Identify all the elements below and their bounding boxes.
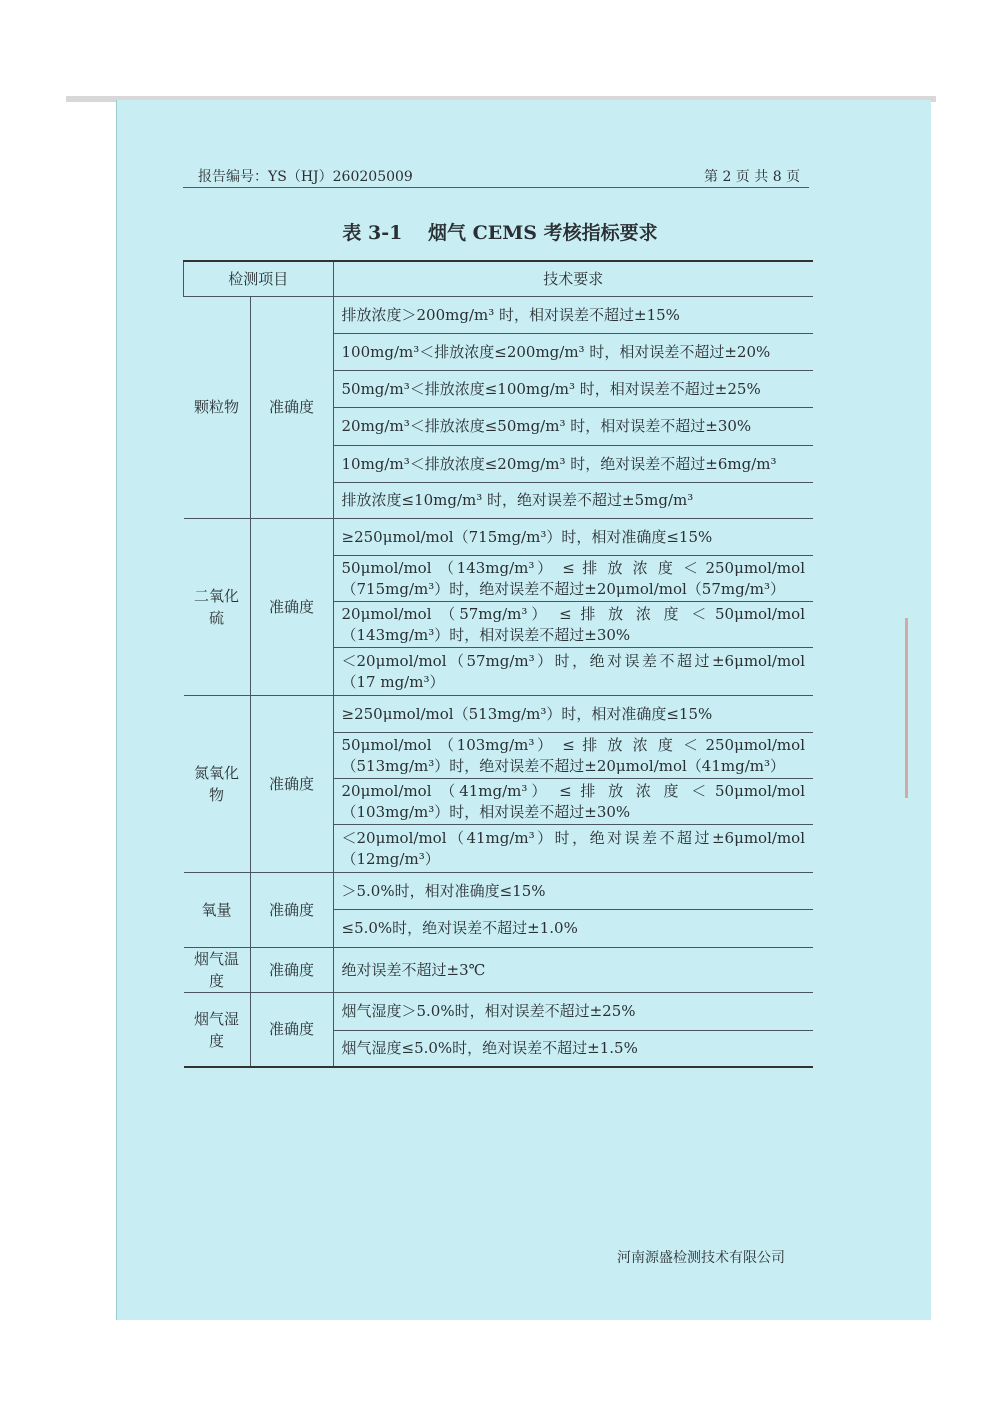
requirement-cell: ＜20μmol/mol（57mg/m³）时，绝对误差不超过±6μmol/mol（17 mg/m³） bbox=[333, 648, 813, 696]
requirement-cell: 绝对误差不超过±3℃ bbox=[333, 948, 813, 993]
requirement-cell: 20μmol/mol （57mg/m³） ≤ 排 放 浓 度 ＜ 50μmol/mol（143mg/m³）时，相对误差不超过±30% bbox=[333, 602, 813, 648]
table-header-row bbox=[184, 261, 814, 297]
metric-cell: 准确度 bbox=[250, 993, 333, 1068]
table-row bbox=[184, 519, 814, 556]
requirement-cell: ≥250μmol/mol（715mg/m³）时，相对准确度≤15% bbox=[333, 519, 813, 556]
report-number: 报告编号：YS（HJ）260205009 bbox=[198, 169, 413, 185]
table-row bbox=[184, 873, 814, 910]
requirement-cell: ＜20μmol/mol（41mg/m³）时，绝对误差不超过±6μmol/mol（12mg/m³） bbox=[333, 825, 813, 873]
requirement-cell: 20mg/m³＜排放浓度≤50mg/m³ 时，相对误差不超过±30% bbox=[333, 408, 813, 446]
red-seal-fragment bbox=[905, 618, 938, 798]
requirement-cell: ≤5.0%时，绝对误差不超过±1.0% bbox=[333, 910, 813, 948]
page-number: 第 2 页 共 8 页 bbox=[704, 169, 801, 185]
item-cell: 烟气湿度 bbox=[184, 993, 251, 1068]
requirement-cell: 20μmol/mol （41mg/m³） ≤ 排 放 浓 度 ＜ 50μmol/mol（103mg/m³）时，相对误差不超过±30% bbox=[333, 779, 813, 825]
item-cell: 颗粒物 bbox=[184, 297, 251, 519]
requirement-cell: ＞5.0%时，相对准确度≤15% bbox=[333, 873, 813, 910]
item-cell: 二氧化硫 bbox=[184, 519, 251, 696]
requirement-cell: 排放浓度＞200mg/m³ 时，相对误差不超过±15% bbox=[333, 297, 813, 334]
table-row bbox=[184, 948, 814, 993]
requirement-cell: 50μmol/mol （103mg/m³） ≤ 排 放 浓 度 ＜ 250μmol/mol（513mg/m³）时，绝对误差不超过±20μmol/mol（41mg/m³） bbox=[333, 733, 813, 779]
table-row bbox=[184, 993, 814, 1031]
item-cell: 氧量 bbox=[184, 873, 251, 948]
table-title: 表 3-1 烟气 CEMS 考核指标要求 bbox=[342, 222, 658, 244]
metric-cell: 准确度 bbox=[250, 948, 333, 993]
metric-cell: 准确度 bbox=[250, 873, 333, 948]
requirement-cell: 50mg/m³＜排放浓度≤100mg/m³ 时，相对误差不超过±25% bbox=[333, 371, 813, 408]
metric-cell: 准确度 bbox=[250, 696, 333, 873]
requirement-cell: 10mg/m³＜排放浓度≤20mg/m³ 时，绝对误差不超过±6mg/m³ bbox=[333, 446, 813, 483]
requirement-cell: 100mg/m³＜排放浓度≤200mg/m³ 时，相对误差不超过±20% bbox=[333, 334, 813, 371]
table-row bbox=[184, 297, 814, 334]
requirement-cell: 排放浓度≤10mg/m³ 时，绝对误差不超过±5mg/m³ bbox=[333, 483, 813, 519]
header-rule bbox=[183, 187, 809, 188]
cems-requirements-table bbox=[183, 260, 813, 1068]
item-cell: 烟气温度 bbox=[184, 948, 251, 993]
requirement-cell: 50μmol/mol （143mg/m³） ≤ 排 放 浓 度 ＜ 250μmol/mol（715mg/m³）时，绝对误差不超过±20μmol/mol（57mg/m³） bbox=[333, 556, 813, 602]
requirement-cell: ≥250μmol/mol（513mg/m³）时，相对准确度≤15% bbox=[333, 696, 813, 733]
col-item-header: 检测项目 bbox=[184, 261, 334, 297]
requirement-cell: 烟气湿度＞5.0%时，相对误差不超过±25% bbox=[333, 993, 813, 1031]
item-cell: 氮氧化物 bbox=[184, 696, 251, 873]
col-req-header: 技术要求 bbox=[333, 261, 813, 297]
metric-cell: 准确度 bbox=[250, 519, 333, 696]
metric-cell: 准确度 bbox=[250, 297, 333, 519]
company-name: 河南源盛检测技术有限公司 bbox=[617, 1250, 785, 1266]
table-row bbox=[184, 696, 814, 733]
requirement-cell: 烟气湿度≤5.0%时，绝对误差不超过±1.5% bbox=[333, 1031, 813, 1068]
